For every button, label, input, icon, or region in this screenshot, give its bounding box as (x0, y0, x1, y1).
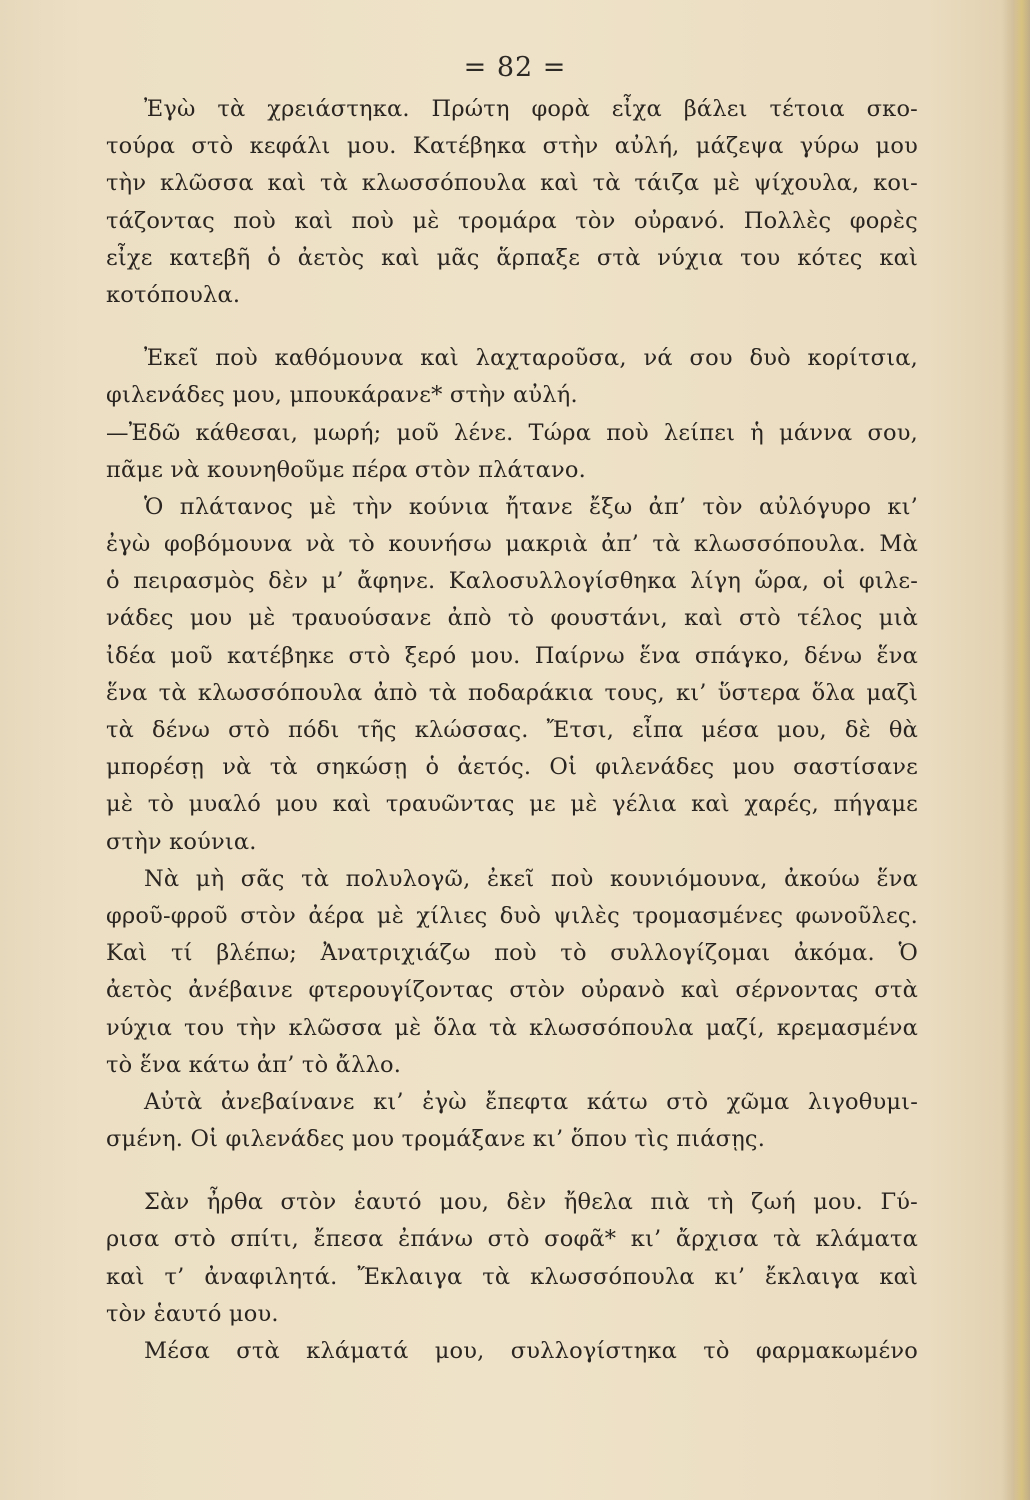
text-line: Ὁ πλάτανος μὲ τὴν κούνια ἤτανε ἔξω ἀπ’ τὸν αὐλόγυρο κι’ (144, 493, 918, 520)
text-line: ἐγὼ φοβόμουνα νὰ τὸ κουνήσω μακριὰ ἀπ’ τὰ κλωσσόπουλα. Μὰ (106, 531, 918, 558)
text-line: Σὰν ἦρθα στὸν ἑαυτό μου, δὲν ἤθελα πιὰ τὴ ζωή μου. Γύ- (144, 1189, 918, 1216)
text-line: κοτόπουλα. (106, 281, 241, 308)
text-line: φιλενάδες μου, μπουκάρανε* στὴν αὐλή. (106, 382, 578, 409)
text-line: τὴν κλῶσσα καὶ τὰ κλωσσόπουλα καὶ τὰ τάιζα μὲ ψίχουλα, κοι- (106, 170, 918, 197)
text-line: Μέσα στὰ κλάματά μου, συλλογίστηκα τὸ φαρμακωμένο (144, 1338, 918, 1364)
page-number: = 82 = (463, 52, 567, 83)
text-line: νύχια του τὴν κλῶσσα μὲ ὅλα τὰ κλωσσόπουλα μαζί, κρεμασμένα (106, 1014, 918, 1041)
page-edge (1002, 0, 1030, 1500)
text-line: στὴν κούνια. (106, 828, 257, 855)
text-line: ἰδέα μοῦ κατέβηκε στὸ ξερό μου. Παίρνω ἕνα σπάγκο, δένω ἕνα (106, 642, 918, 669)
text-line: τάζοντας ποὺ καὶ ποὺ μὲ τρομάρα τὸν οὐρανό. Πολλὲς φορὲς (106, 207, 918, 234)
text-line: τὰ δένω στὸ πόδι τῆς κλώσσας. Ἔτσι, εἶπα μέσα μου, δὲ θὰ (106, 717, 918, 743)
text-line: εἶχε κατεβῆ ὁ ἀετὸς καὶ μᾶς ἅρπαξε στὰ νύχια του κότες καὶ (106, 244, 918, 271)
text-line: καὶ τ’ ἀναφιλητά. Ἔκλαιγα τὰ κλωσσόπουλα κι’ ἔκλαιγα καὶ (106, 1263, 918, 1290)
text-line: τὸ ἕνα κάτω ἀπ’ τὸ ἄλλο. (106, 1051, 402, 1078)
text-line: ὁ πειρασμὸς δὲν μ’ ἄφηνε. Καλοσυλλογίσθηκα λίγη ὥρα, οἱ φιλε- (106, 568, 918, 595)
text-line: —Ἐδῶ κάθεσαι, μωρή; μοῦ λένε. Τώρα ποὺ λείπει ἡ μάννα σου, (106, 419, 918, 446)
paragraph-gap (106, 1158, 918, 1184)
body-text (106, 91, 918, 1370)
text-line: τὸν ἑαυτό μου. (106, 1300, 279, 1327)
text-line: ἕνα τὰ κλωσσόπουλα ἀπὸ τὰ ποδαράκια τους, κι’ ὕστερα ὅλα μαζὶ (106, 679, 918, 706)
text-line: Καὶ τί βλέπω; Ἀνατριχιάζω ποὺ τὸ συλλογίζομαι ἀκόμα. Ὁ (106, 940, 918, 967)
text-line: νάδες μου μὲ τραυούσανε ἀπὸ τὸ φουστάνι, καὶ στὸ τέλος μιὰ (106, 605, 918, 632)
text-line: Νὰ μὴ σᾶς τὰ πολυλογῶ, ἐκεῖ ποὺ κουνιόμουνα, ἀκούω ἕνα (144, 865, 918, 892)
text-line: πᾶμε νὰ κουνηθοῦμε πέρα στὸν πλάτανο. (106, 456, 586, 483)
text-line: μὲ τὸ μυαλό μου καὶ τραυῶντας με μὲ γέλια καὶ χαρές, πήγαμε (106, 791, 918, 818)
text-line: ἀετὸς ἀνέβαινε φτερουγίζοντας στὸν οὐρανὸ καὶ σέρνοντας στὰ (106, 977, 918, 1004)
text-line: Ἐκεῖ ποὺ καθόμουνα καὶ λαχταροῦσα, νά σου δυὸ κορίτσια, (144, 345, 918, 372)
text-line: σμένη. Οἱ φιλενάδες μου τρομάξανε κι’ ὅπου τὶς πιάσῃς. (106, 1126, 766, 1153)
text-line: φροῦ-φροῦ στὸν ἀέρα μὲ χίλιες δυὸ ψιλὲς τρομασμένες φωνοῦλες. (106, 902, 918, 929)
paragraph-gap (106, 314, 918, 340)
text-line: ρισα στὸ σπίτι, ἔπεσα ἐπάνω στὸ σοφᾶ* κι’ ἄρχισα τὰ κλάματα (106, 1226, 918, 1253)
text-line: τούρα στὸ κεφάλι μου. Κατέβηκα στὴν αὐλή, μάζεψα γύρω μου (106, 133, 918, 160)
text-line: Ἐγὼ τὰ χρειάστηκα. Πρώτη φορὰ εἶχα βάλει τέτοια σκο- (144, 96, 918, 122)
text-line: Αὐτὰ ἀνεβαίνανε κι’ ἐγὼ ἔπεφτα κάτω στὸ χῶμα λιγοθυμι- (144, 1088, 918, 1115)
text-line: μπορέσῃ νὰ τὰ σηκώσῃ ὁ ἀετός. Οἱ φιλενάδες μου σαστίσανε (106, 754, 918, 781)
